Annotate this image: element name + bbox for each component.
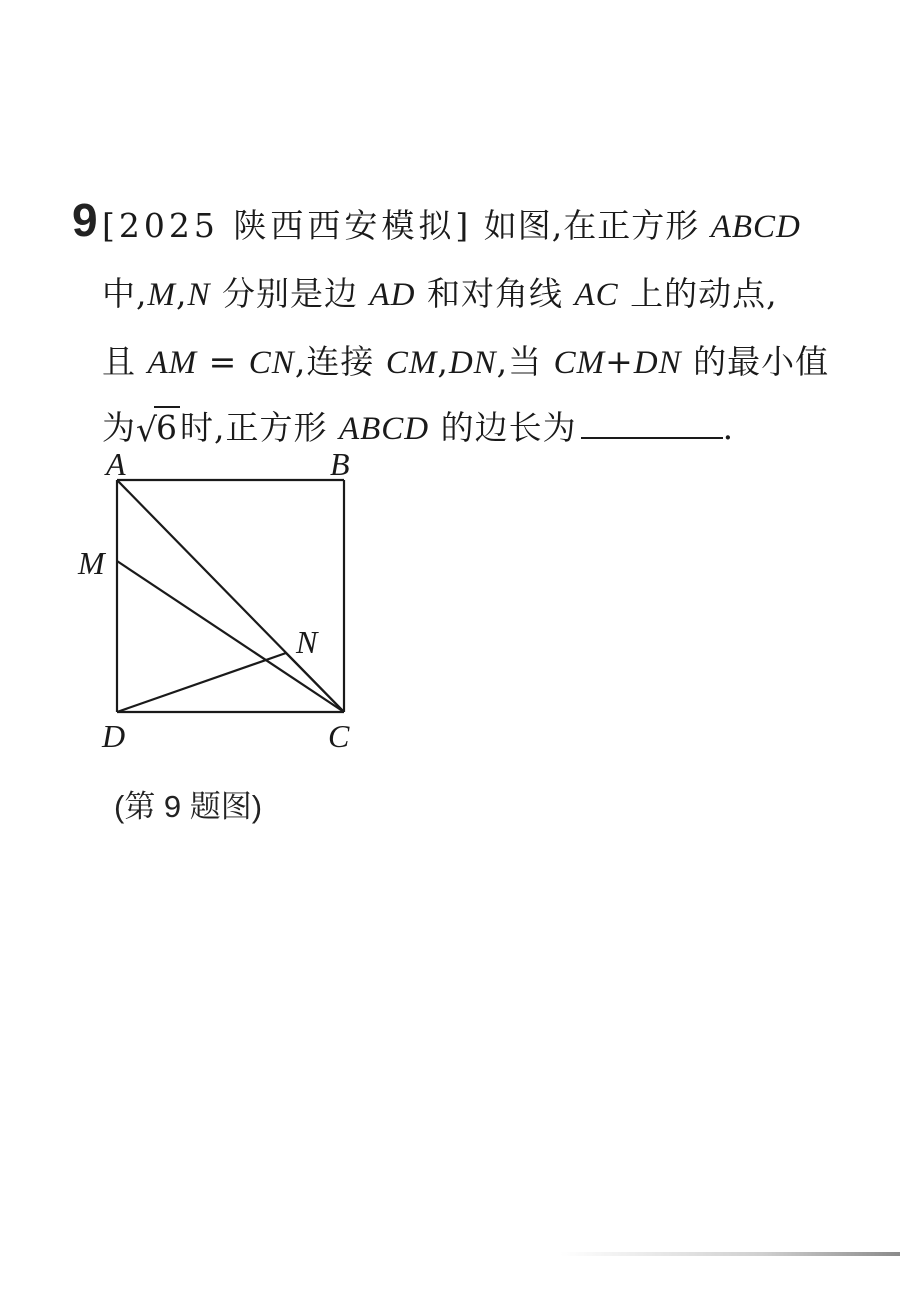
- math-equals: =: [197, 342, 249, 381]
- math-point-m: M: [147, 277, 176, 313]
- problem-line-1: [102, 206, 801, 247]
- math-square-name: ABCD: [338, 411, 430, 447]
- problem-text: 的边长为: [429, 408, 577, 447]
- problem-text: ,: [437, 342, 449, 381]
- geometry-figure: [60, 440, 390, 760]
- math-cm: CM: [385, 345, 438, 381]
- math-diagonal-ac: AC: [574, 277, 619, 313]
- math-cm: CM: [553, 345, 606, 381]
- math-dn: DN: [633, 345, 682, 381]
- math-plus: +: [605, 342, 634, 381]
- math-square-name: ABCD: [710, 209, 801, 245]
- label-n: N: [296, 624, 318, 660]
- problem-text: 中,: [102, 274, 148, 313]
- radical-sign: √: [136, 410, 159, 449]
- problem-text: 如图,在正方形: [483, 206, 711, 245]
- label-m: M: [78, 545, 105, 581]
- problem-text: .: [722, 408, 735, 447]
- label-b: B: [330, 446, 350, 482]
- problem-text: 上的动点,: [618, 274, 778, 313]
- problem-text: ,当: [496, 342, 554, 381]
- math-cn: CN: [248, 345, 295, 381]
- math-dn: DN: [448, 345, 497, 381]
- segment-nc: [286, 653, 344, 712]
- label-a: A: [106, 446, 126, 482]
- scan-edge-line: [560, 1252, 900, 1256]
- label-d: D: [102, 718, 126, 754]
- answer-blank[interactable]: [581, 409, 723, 439]
- segment-dn: [117, 653, 286, 712]
- math-am: AM: [147, 345, 198, 381]
- problem-text: 且: [102, 342, 148, 381]
- problem-text: 的最小值: [681, 342, 830, 381]
- problem-text: 和对角线: [415, 274, 575, 313]
- math-point-n: N: [187, 277, 211, 313]
- question-number: 9: [72, 194, 98, 246]
- label-c: C: [328, 718, 350, 754]
- square-diagram: [60, 440, 390, 760]
- math-side-ad: AD: [369, 277, 416, 313]
- problem-text: ,连接: [294, 342, 386, 381]
- problem-text: 时,正方形: [180, 408, 339, 447]
- problem-line-2: [102, 274, 778, 315]
- problem-text: ,: [176, 274, 188, 313]
- problem-text: 为: [102, 408, 136, 447]
- radicand: 6: [156, 408, 178, 447]
- problem-line-3: [102, 342, 829, 383]
- question-source: [2025 陕西西安模拟]: [102, 206, 473, 245]
- problem-text: 分别是边: [210, 274, 370, 313]
- figure-caption: (第 9 题图): [114, 789, 263, 824]
